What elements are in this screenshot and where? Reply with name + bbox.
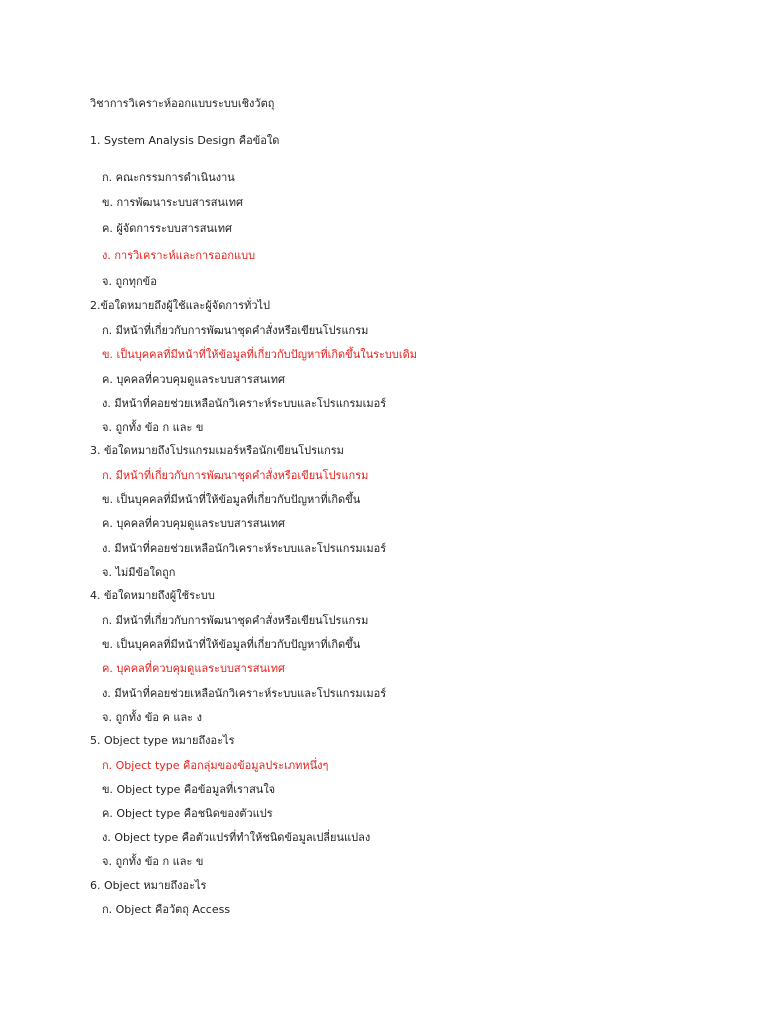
question-3-option-e: จ. ไม่มีข้อใดถูก [102,566,176,579]
question-2-option-a: ก. มีหน้าที่เกี่ยวกับการพัฒนาชุดคำสั่งหรือเขียนโปรแกรม [102,324,369,337]
question-1: 1. System Analysis Design คือข้อใด [90,134,280,147]
question-3-option-b: ข. เป็นบุคคลที่มีหน้าที่ให้ข้อมูลที่เกี่ยวกับปัญหาที่เกิดขึ้น [102,493,361,506]
question-5-option-b: ข. Object type คือข้อมูลที่เราสนใจ [102,783,276,796]
question-2-option-e: จ. ถูกทั้ง ข้อ ก และ ข [102,421,204,434]
question-6-option-a: ก. Object คือวัตถุ Access [102,903,231,916]
question-4-option-a: ก. มีหน้าที่เกี่ยวกับการพัฒนาชุดคำสั่งหรือเขียนโปรแกรม [102,614,369,627]
question-2-option-c: ค. บุคคลที่ควบคุมดูแลระบบสารสนเทศ [102,373,285,386]
question-3-option-a-answer: ก. มีหน้าที่เกี่ยวกับการพัฒนาชุดคำสั่งหรือเขียนโปรแกรม [102,469,369,482]
question-4-option-b: ข. เป็นบุคคลที่มีหน้าที่ให้ข้อมูลที่เกี่ยวกับปัญหาที่เกิดขึ้น [102,638,361,651]
question-3: 3. ข้อใดหมายถึงโปรแกรมเมอร์หรือนักเขียนโปรแกรม [90,444,344,457]
question-3-option-c: ค. บุคคลที่ควบคุมดูแลระบบสารสนเทศ [102,517,285,530]
question-2-option-d: ง. มีหน้าที่คอยช่วยเหลือนักวิเคราะห์ระบบและโปรแกรมเมอร์ [102,397,387,410]
question-4-option-e: จ. ถูกทั้ง ข้อ ค และ ง [102,711,202,724]
question-1-option-d-answer: ง. การวิเคราะห์และการออกแบบ [102,249,256,262]
question-2: 2.ข้อใดหมายถึงผู้ใช้และผู้จัดการทั่วไป [90,299,271,312]
question-5-option-d: ง. Object type คือตัวแปรที่ทำให้ชนิดข้อมูลเปลี่ยนแปลง [102,831,371,844]
question-4-option-d: ง. มีหน้าที่คอยช่วยเหลือนักวิเคราะห์ระบบและโปรแกรมเมอร์ [102,687,387,700]
question-5-option-e: จ. ถูกทั้ง ข้อ ก และ ข [102,855,204,868]
question-1-option-a: ก. คณะกรรมการดำเนินงาน [102,171,235,184]
question-5: 5. Object type หมายถึงอะไร [90,734,235,747]
question-4: 4. ข้อใดหมายถึงผู้ใช้ระบบ [90,589,215,602]
question-3-option-d: ง. มีหน้าที่คอยช่วยเหลือนักวิเคราะห์ระบบและโปรแกรมเมอร์ [102,542,387,555]
question-5-option-c: ค. Object type คือชนิดของตัวแปร [102,807,273,820]
question-4-option-c-answer: ค. บุคคลที่ควบคุมดูแลระบบสารสนเทศ [102,662,285,675]
document-title: วิชาการวิเคราะห์ออกแบบระบบเชิงวัตถุ [90,97,275,110]
question-5-option-a-answer: ก. Object type คือกลุ่มของข้อมูลประเภทหนึ่งๆ [102,759,329,772]
question-2-option-b-answer: ข. เป็นบุคคลที่มีหน้าที่ให้ข้อมูลที่เกี่ยวกับปัญหาที่เกิดขึ้นในระบบเดิม [102,348,418,361]
question-6: 6. Object หมายถึงอะไร [90,879,207,892]
question-1-option-e: จ. ถูกทุกข้อ [102,275,157,288]
question-1-option-c: ค. ผู้จัดการระบบสารสนเทศ [102,222,232,235]
question-1-option-b: ข. การพัฒนาระบบสารสนเทศ [102,196,243,209]
